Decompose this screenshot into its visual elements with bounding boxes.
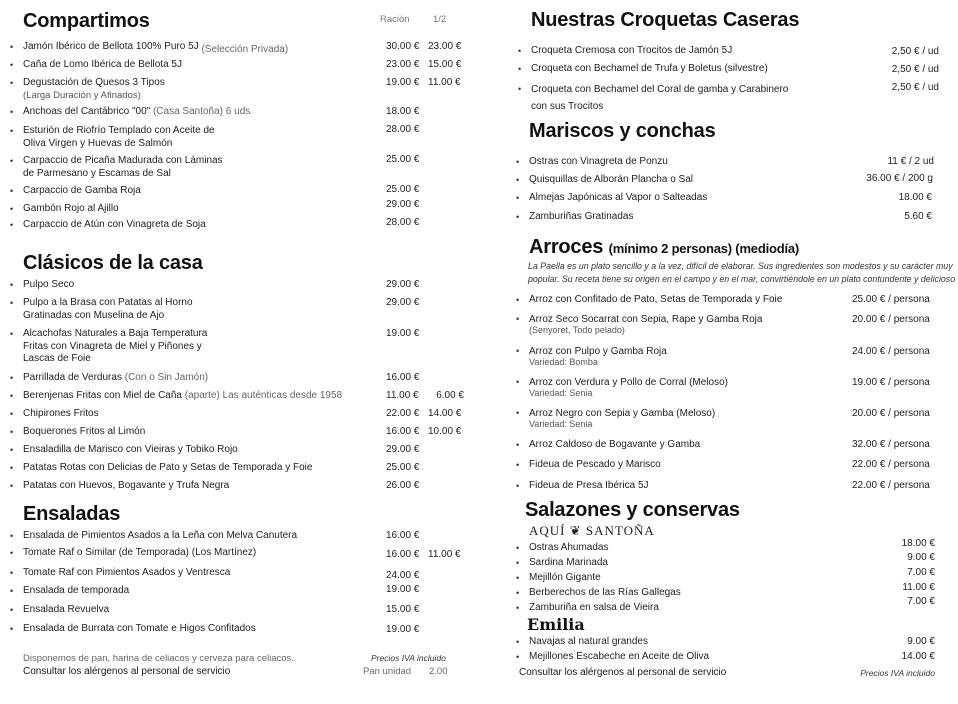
- item-price: 22.00 € / persona: [852, 480, 930, 491]
- item-name: Arroz con Pulpo y Gamba Roja: [529, 346, 667, 357]
- item-name: Carpaccio de Gamba Roja: [23, 185, 141, 196]
- item-name: Chipirones Fritos: [23, 408, 99, 419]
- bullet: •: [10, 605, 14, 615]
- item-price: 23.00 €: [386, 59, 420, 70]
- bullet: •: [10, 78, 14, 88]
- section-title-ensaladas: Ensaladas: [23, 503, 121, 525]
- item-name: Zamburiñas Gratinadas: [529, 211, 634, 222]
- section-title-salazones: Salazones y conservas: [525, 499, 740, 521]
- bullet: •: [516, 440, 520, 450]
- menu-item: [10, 185, 141, 198]
- item-price: 29.00 €: [386, 297, 420, 308]
- menu-item: [10, 426, 146, 439]
- menu-item: [10, 203, 119, 216]
- brand-logo-aqui-santona: AQUÍ ❦ SANTOÑA: [529, 523, 655, 538]
- bullet: •: [516, 460, 520, 470]
- item-price: 24.00 € / persona: [852, 346, 930, 357]
- item-note: (Casa Santoña) 6 uds: [152, 106, 251, 117]
- bullet: •: [10, 186, 14, 196]
- menu-item: [516, 377, 728, 399]
- menu-item: [516, 192, 708, 205]
- item-name-line3: Lascas de Foie: [23, 353, 91, 364]
- item-name: Degustación de Quesos 3 Tipos: [23, 77, 165, 88]
- item-price: 18.00 €: [901, 538, 935, 549]
- item-price: 7.00 €: [907, 567, 935, 578]
- menu-item: [10, 155, 223, 180]
- alergenos-note: Consultar los alérgenos al personal de servicio: [23, 666, 231, 677]
- item-price: 2,50 € / ud: [891, 82, 939, 93]
- item-name: Esturión de Riofrío Templado con Aceite de: [23, 125, 215, 136]
- section-title-croquetas: Nuestras Croquetas Caseras: [531, 9, 800, 31]
- bullet: •: [516, 558, 520, 568]
- item-half-price: 15.00 €: [428, 59, 462, 70]
- item-price: 29.00 €: [386, 199, 420, 210]
- item-price: 22.00 € / persona: [852, 459, 930, 470]
- column-header-racion: Ración: [380, 14, 410, 25]
- item-price: 2,50 € / ud: [891, 64, 939, 75]
- item-name: Patatas Rotas con Delicias de Pato y Setas de Temporada y Foie: [23, 462, 313, 473]
- menu-item: [516, 651, 710, 664]
- celiacos-note: Disponemos de pan, harina de celiacos y cerveza para celiacos.: [23, 653, 294, 664]
- item-price: 16.00 €: [386, 426, 420, 437]
- item-name: Boquerones Fritos al Limón: [23, 426, 146, 437]
- item-name: Pulpo a la Brasa con Patatas al Horno: [23, 297, 193, 308]
- item-price: 19.00 €: [386, 328, 420, 339]
- item-price: 9.00 €: [907, 636, 935, 647]
- item-price: 28.00 €: [386, 217, 420, 228]
- bullet: •: [516, 408, 520, 418]
- item-price: 14.00 €: [901, 651, 935, 662]
- item-sub: Variedad: Senia: [529, 419, 593, 429]
- menu-item: [10, 623, 256, 636]
- item-price: 25.00 €: [386, 154, 420, 165]
- item-price: 29.00 €: [386, 279, 420, 290]
- bullet: •: [516, 314, 520, 324]
- menu-item: [518, 45, 733, 58]
- item-price: 11 € / 2 ud: [887, 156, 934, 167]
- menu-item: [10, 106, 251, 119]
- item-name: Croqueta Cremosa con Trocitos de Jamón 5J: [531, 45, 733, 56]
- item-price: 15.00 €: [386, 604, 420, 615]
- bullet: •: [518, 84, 522, 94]
- bullet: •: [516, 637, 520, 647]
- menu-item: [10, 328, 208, 366]
- bullet: •: [10, 204, 14, 214]
- item-name: Navajas al natural grandes: [529, 636, 648, 647]
- bullet: •: [10, 586, 14, 596]
- menu-item: [518, 81, 789, 115]
- menu-item: [516, 572, 601, 585]
- item-price: 22.00 €: [386, 408, 420, 419]
- menu-item: [516, 346, 667, 368]
- item-half-price: 11.00 €: [428, 77, 461, 88]
- item-half-price: 6.00 €: [436, 390, 464, 401]
- item-price: 32.00 € / persona: [852, 439, 930, 450]
- item-name: Tomate Raf con Pimientos Asados y Ventresca: [23, 567, 231, 578]
- item-price: 18.00 €: [386, 106, 420, 117]
- item-name: Croqueta con Bechamel de Trufa y Boletus (silvestre): [531, 63, 768, 74]
- menu-item: [10, 408, 99, 421]
- menu-item: [10, 125, 215, 150]
- item-name: Ensalada de Burrata con Tomate e Higos Confitados: [23, 623, 256, 634]
- item-name: Anchoas del Cantábrico "00": [23, 106, 151, 117]
- column-header-half: 1/2: [433, 14, 447, 25]
- menu-item: [516, 174, 693, 187]
- item-sub: Variedad: Bomba: [529, 357, 598, 367]
- item-name: Quisquillas de Alborán Plancha o Sal: [529, 174, 693, 185]
- item-name: Zamburiña en salsa de Vieira: [529, 602, 659, 613]
- bullet: •: [516, 346, 520, 356]
- pan-price: 2.00: [429, 666, 448, 677]
- bullet: •: [10, 409, 14, 419]
- bullet: •: [10, 373, 14, 383]
- item-name: Arroz Negro con Sepia y Gamba (Meloso): [529, 408, 716, 419]
- item-name: Caña de Lomo Ibérica de Bellota 5J: [23, 59, 182, 70]
- item-price: 25.00 € / persona: [852, 294, 930, 305]
- menu-item: [516, 156, 668, 169]
- item-name: Fideua de Presa Ibérica 5J: [529, 480, 649, 491]
- bullet: •: [10, 445, 14, 455]
- item-name-line2: con sus Trocitos: [531, 101, 604, 112]
- item-name: Tomate Raf o Similar (de Temporada) (Los Martínez): [23, 547, 257, 558]
- item-price: 5.60 €: [904, 211, 932, 222]
- menu-item: [516, 557, 608, 570]
- item-half-price: 10.00 €: [428, 426, 462, 437]
- bullet: •: [516, 603, 520, 613]
- bullet: •: [516, 212, 520, 222]
- item-note: (aparte) Las auténticas desde 1958: [184, 390, 343, 401]
- section-title-mariscos: Mariscos y conchas: [529, 120, 716, 142]
- bullet: •: [516, 193, 520, 203]
- item-name-line2: Gratinadas con Muselina de Ajo: [23, 309, 165, 321]
- bullet: •: [516, 481, 520, 491]
- item-name: Arroz con Verdura y Pollo de Corral (Meloso): [529, 377, 728, 388]
- item-half-price: 14.00 €: [428, 408, 462, 419]
- item-name-line2: de Parmesano y Escamas de Sal: [23, 167, 171, 179]
- menu-item: [518, 63, 768, 76]
- menu-item: [10, 480, 230, 493]
- item-name: Gambón Rojo al Ajillo: [23, 203, 119, 214]
- section-title-clasicos: Clásicos de la casa: [23, 252, 203, 274]
- item-name-line2: Fritas con Vinagreta de Miel y Piñones y: [23, 340, 202, 352]
- menu-item: [10, 462, 313, 475]
- arroces-intro-line1: La Paella es un plato sencillo y a la vez, difícil de elaborar. Sus ingredientes son modestos y su carácter muy: [528, 261, 953, 271]
- item-price: 19.00 €: [386, 624, 420, 635]
- menu-item: [10, 41, 289, 55]
- bullet: •: [516, 588, 520, 598]
- arroces-intro-line2: popular. Su receta tiene su origen en el campo y en el mar, convirtiéndole en un plato contundente y delicioso: [528, 274, 956, 284]
- item-price: 19.00 € / persona: [852, 377, 930, 388]
- item-name: Carpaccio de Picaña Madurada con Láminas: [23, 155, 223, 166]
- arroces-title-note: (mínimo 2 personas) (mediodía): [608, 241, 800, 256]
- item-name: Arroz Caldoso de Bogavante y Gamba: [529, 439, 701, 450]
- item-price: 2,50 € / ud: [891, 46, 939, 57]
- bullet: •: [516, 543, 520, 553]
- bullet: •: [516, 295, 520, 305]
- item-price: 25.00 €: [386, 184, 420, 195]
- bullet: •: [518, 64, 522, 74]
- item-sub: (Senyoret, Todo pelado): [529, 325, 625, 335]
- item-sub: (Larga Duración y Afinados): [23, 89, 141, 101]
- bullet: •: [10, 220, 14, 230]
- item-name: Croqueta con Bechamel del Coral de gamba y Carabinero: [531, 84, 789, 95]
- menu-item: [10, 279, 75, 292]
- section-title-arroces: [529, 236, 799, 259]
- bullet: •: [10, 280, 14, 290]
- bullet: •: [10, 156, 14, 166]
- bullet: •: [516, 652, 520, 662]
- item-price: 28.00 €: [386, 124, 420, 135]
- menu-item: [10, 444, 238, 457]
- bullet: •: [516, 157, 520, 167]
- menu-item: [10, 219, 206, 232]
- item-price: 16.00 €: [386, 372, 420, 383]
- item-price: 24.00 €: [386, 570, 420, 581]
- item-name: Parrillada de Verduras: [23, 372, 122, 383]
- bullet: •: [10, 568, 14, 578]
- item-price: 20.00 € / persona: [852, 314, 930, 325]
- iva-note: Precios IVA incluido: [860, 668, 935, 678]
- item-half-price: 23.00 €: [428, 41, 462, 52]
- item-price: 30.00 €: [386, 41, 420, 52]
- item-note: (Con o Sin Jamón): [124, 372, 209, 383]
- menu-item: [10, 567, 231, 580]
- menu-item: [10, 372, 209, 385]
- item-name: Arroz con Confitado de Pato, Setas de Temporada y Foie: [529, 294, 783, 305]
- bullet: •: [10, 107, 14, 117]
- menu-item: [516, 439, 701, 452]
- item-name: Almejas Japónicas al Vapor o Salteadas: [529, 192, 708, 203]
- item-name: Ensalada de Pimientos Asados a la Leña con Melva Canutera: [23, 530, 298, 541]
- menu-item: [516, 408, 716, 430]
- menu-item: [516, 542, 609, 555]
- arroces-intro: [528, 260, 955, 286]
- iva-note: Precios IVA incluido: [371, 653, 446, 663]
- bullet: •: [10, 531, 14, 541]
- bullet: •: [10, 391, 14, 401]
- item-price: 9.00 €: [907, 552, 935, 563]
- item-name: Patatas con Huevos, Bogavante y Trufa Negra: [23, 480, 230, 491]
- item-name: Fideua de Pescado y Marisco: [529, 459, 661, 470]
- arroces-title: Arroces: [529, 236, 604, 258]
- menu-item: [10, 547, 257, 560]
- bullet: •: [10, 427, 14, 437]
- item-price: 11.00 €: [386, 390, 419, 401]
- menu-item: [516, 459, 661, 472]
- item-price: 25.00 €: [386, 462, 420, 473]
- item-half-price: 11.00 €: [428, 549, 461, 560]
- menu-item: [516, 480, 649, 493]
- item-price: 36.00 € / 200 g: [866, 173, 933, 184]
- section-title-compartimos: Compartimos: [23, 10, 150, 32]
- menu-item: [10, 59, 182, 72]
- item-price: 20.00 € / persona: [852, 408, 930, 419]
- item-price: 26.00 €: [386, 480, 420, 491]
- item-name: Pulpo Seco: [23, 279, 75, 290]
- item-name: Mejillón Gigante: [529, 572, 601, 583]
- bullet: •: [10, 329, 14, 339]
- item-price: 7.00 €: [907, 596, 935, 607]
- item-name: Ensaladilla de Marisco con Vieiras y Tobiko Rojo: [23, 444, 238, 455]
- item-price: 19.00 €: [386, 584, 420, 595]
- alergenos-note: Consultar los alérgenos al personal de servicio: [519, 667, 727, 678]
- menu-item: [516, 314, 763, 336]
- bullet: •: [516, 573, 520, 583]
- item-name: Ensalada de temporada: [23, 585, 130, 596]
- menu-item: [516, 602, 659, 615]
- bullet: •: [10, 126, 14, 136]
- menu-item: [10, 530, 298, 543]
- item-price: 19.00 €: [386, 77, 420, 88]
- item-price: 16.00 €: [386, 549, 420, 560]
- menu-item: [10, 390, 343, 403]
- item-name: Ostras con Vinagreta de Ponzu: [529, 156, 668, 167]
- pan-label: Pan unidad: [363, 666, 412, 677]
- item-price: 29.00 €: [386, 444, 420, 455]
- item-name: Arroz Seco Socarrat con Sepia, Rape y Gamba Roja: [529, 314, 763, 325]
- menu-item: [516, 211, 634, 224]
- menu-item: [10, 77, 165, 102]
- menu-item: [10, 585, 130, 598]
- menu-item: [516, 294, 783, 307]
- item-name: Jamón Ibérico de Bellota 100% Puro 5J: [23, 41, 199, 52]
- item-name: Ostras Ahumadas: [529, 542, 609, 553]
- item-name: Berberechos de las Rías Gallegas: [529, 587, 681, 598]
- bullet: •: [10, 481, 14, 491]
- item-note: (Selección Privada): [201, 44, 289, 55]
- bullet: •: [516, 175, 520, 185]
- menu-item: [516, 636, 648, 649]
- bullet: •: [10, 60, 14, 70]
- bullet: •: [10, 463, 14, 473]
- item-price: 18.00 €: [898, 192, 932, 203]
- item-name: Mejillones Escabeche en Aceite de Oliva: [529, 651, 710, 662]
- bullet: •: [10, 548, 14, 558]
- bullet: •: [518, 46, 522, 56]
- menu-item: [516, 587, 681, 600]
- menu-item: [10, 297, 193, 322]
- item-name: Ensalada Revuelva: [23, 604, 110, 615]
- bullet: •: [10, 298, 14, 308]
- item-name: Berenjenas Fritas con Miel de Caña: [23, 390, 182, 401]
- item-name: Alcachofas Naturales a Baja Temperatura: [23, 328, 208, 339]
- item-price: 16.00 €: [386, 530, 420, 541]
- menu-item: [10, 604, 110, 617]
- bullet: •: [516, 377, 520, 387]
- item-name: Carpaccio de Atún con Vinagreta de Soja: [23, 219, 206, 230]
- bullet: •: [10, 42, 14, 52]
- item-name-line2: Oliva Virgen y Huevas de Salmón: [23, 137, 173, 149]
- item-sub: Variedad: Senia: [529, 388, 593, 398]
- bullet: •: [10, 624, 14, 634]
- item-name: Sardina Marinada: [529, 557, 608, 568]
- brand-logo-emilia: Emilia: [527, 615, 585, 634]
- item-price: 11.00 €: [902, 582, 935, 593]
